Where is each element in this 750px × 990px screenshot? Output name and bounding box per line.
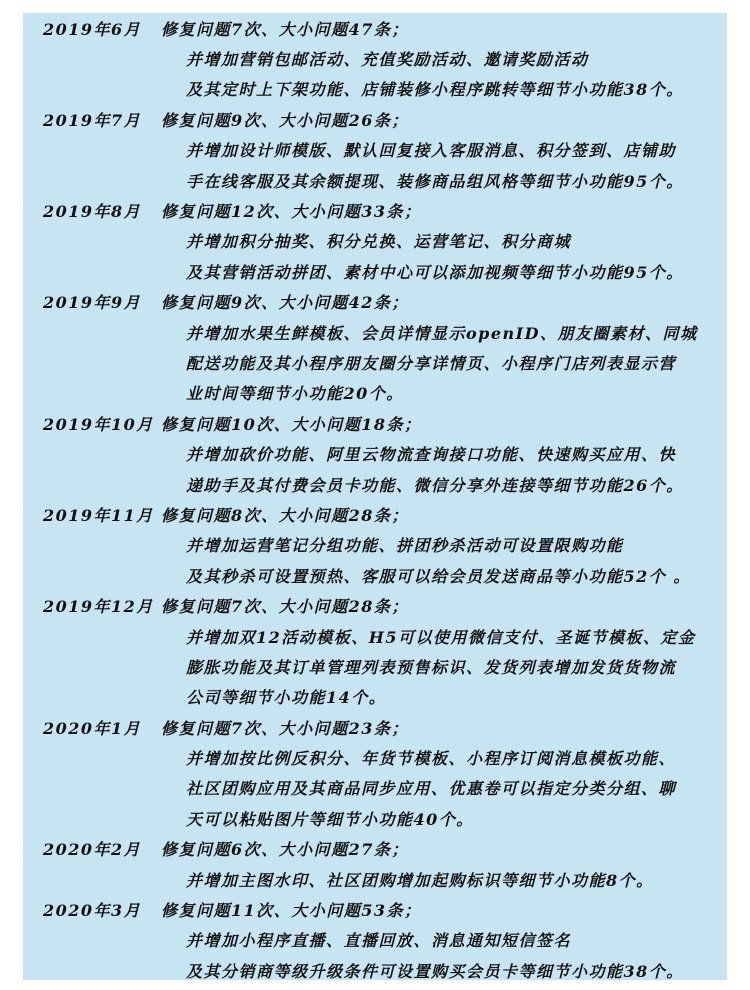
changelog-entry [23, 834, 727, 895]
entry-detail-line [23, 317, 727, 347]
entry-header [23, 104, 727, 134]
entry-detail-line [23, 955, 727, 985]
changelog-entry [23, 195, 727, 286]
entry-date: 2019年12月 [43, 597, 154, 617]
entry-detail-line [23, 621, 727, 651]
entry-header [23, 894, 727, 924]
entry-detail-text: 并增加主图水印、社区团购增加起购标识等细节小功能8个。 [186, 870, 654, 890]
entry-date: 2019年6月 [43, 19, 142, 39]
entry-date: 2020年1月 [43, 718, 142, 738]
entry-detail-text: 并增加设计师模版、默认回复接入客服消息、积分签到、店铺助 [186, 141, 677, 161]
changelog-panel [23, 13, 727, 980]
entry-header [23, 195, 727, 225]
entry-detail-line [23, 347, 727, 377]
entry-date: 2020年2月 [43, 840, 142, 860]
entry-detail-line [23, 469, 727, 499]
entry-detail-line [23, 925, 727, 955]
entry-summary: 修复问题7次、大小问题47条； [161, 19, 409, 39]
entry-summary: 修复问题7次、大小问题28条； [161, 597, 409, 617]
entry-detail-text: 手在线客服及其余额提现、装修商品组风格等细节小功能95个。 [186, 171, 684, 191]
changelog-entry [23, 287, 727, 409]
entry-date: 2019年9月 [43, 293, 142, 313]
entry-detail-text: 及其秒杀可设置预热、客服可以给会员发送商品等小功能52个 。 [186, 566, 691, 586]
entry-date: 2019年8月 [43, 202, 142, 222]
entry-header [23, 834, 727, 864]
entry-detail-line [23, 530, 727, 560]
entry-detail-line [23, 438, 727, 468]
entry-header [23, 499, 727, 529]
changelog-entry [23, 104, 727, 195]
entry-header [23, 287, 727, 317]
entry-detail-text: 并增加运营笔记分组功能、拼团秒杀活动可设置限购功能 [186, 536, 624, 556]
entry-detail-line [23, 74, 727, 104]
entry-detail-text: 并增加按比例反积分、年货节模板、小程序订阅消息模板功能、 [186, 749, 677, 769]
entry-detail-text: 并增加双12活动模板、H5可以使用微信支付、圣诞节模板、定金 [186, 627, 696, 647]
changelog-entry [23, 408, 727, 499]
entry-detail-line [23, 651, 727, 681]
entry-date: 2019年11月 [43, 505, 154, 525]
entry-summary: 修复问题9次、大小问题42条； [161, 293, 409, 313]
entry-detail-line [23, 378, 727, 408]
changelog-entry [23, 13, 727, 104]
entry-detail-text: 及其定时上下架功能、店铺装修小程序跳转等细节小功能38个。 [186, 80, 684, 100]
entry-detail-text: 递助手及其付费会员卡功能、微信分享外连接等细节功能26个。 [186, 475, 684, 495]
changelog-list [23, 13, 727, 986]
entry-detail-text: 并增加水果生鲜模板、会员详情显示openID、朋友圈素材、同城 [186, 323, 698, 343]
entry-detail-line [23, 803, 727, 833]
changelog-entry [23, 499, 727, 590]
changelog-entry [23, 712, 727, 834]
entry-detail-text: 及其分销商等级升级条件可设置购买会员卡等细节小功能38个。 [186, 961, 684, 981]
entry-detail-line [23, 256, 727, 286]
entry-detail-text: 并增加小程序直播、直播回放、消息通知短信签名 [186, 931, 572, 951]
entry-detail-line [23, 742, 727, 772]
entry-detail-line [23, 682, 727, 712]
entry-detail-text: 并增加砍价功能、阿里云物流查询接口功能、快速购买应用、快 [186, 445, 677, 465]
entry-detail-text: 社区团购应用及其商品同步应用、优惠卷可以指定分类分组、聊 [186, 779, 677, 799]
entry-detail-line [23, 43, 727, 73]
entry-date: 2019年7月 [43, 110, 142, 130]
entry-detail-text: 天可以粘贴图片等细节小功能40个。 [186, 809, 474, 829]
entry-detail-text: 配送功能及其小程序朋友圈分享详情页、小程序门店列表显示营 [186, 353, 677, 373]
entry-summary: 修复问题9次、大小问题26条； [161, 110, 409, 130]
entry-summary: 修复问题12次、大小问题33条； [161, 202, 422, 222]
entry-detail-text: 公司等细节小功能14个。 [186, 688, 387, 708]
entry-summary: 修复问题11次、大小问题53条； [161, 901, 422, 921]
entry-detail-text: 并增加积分抽奖、积分兑换、运营笔记、积分商城 [186, 232, 572, 252]
entry-detail-line [23, 773, 727, 803]
entry-detail-line [23, 226, 727, 256]
entry-date: 2019年10月 [43, 414, 154, 434]
entry-header [23, 408, 727, 438]
entry-summary: 修复问题8次、大小问题28条； [161, 505, 409, 525]
entry-header [23, 712, 727, 742]
entry-summary: 修复问题10次、大小问题18条； [161, 414, 422, 434]
entry-header [23, 590, 727, 620]
entry-detail-line [23, 864, 727, 894]
entry-detail-line [23, 560, 727, 590]
entry-detail-text: 及其营销活动拼团、素材中心可以添加视频等细节小功能95个。 [186, 262, 684, 282]
changelog-entry [23, 590, 727, 712]
entry-detail-text: 膨胀功能及其订单管理列表预售标识、发货列表增加发货货物流 [186, 657, 677, 677]
entry-date: 2020年3月 [43, 901, 142, 921]
entry-summary: 修复问题7次、大小问题23条； [161, 718, 409, 738]
entry-detail-text: 并增加营销包邮活动、充值奖励活动、邀请奖励活动 [186, 50, 589, 70]
entry-header [23, 13, 727, 43]
entry-detail-line [23, 165, 727, 195]
entry-detail-text: 业时间等细节小功能20个。 [186, 384, 404, 404]
entry-detail-line [23, 135, 727, 165]
entry-summary: 修复问题6次、大小问题27条； [161, 840, 409, 860]
changelog-entry [23, 894, 727, 985]
